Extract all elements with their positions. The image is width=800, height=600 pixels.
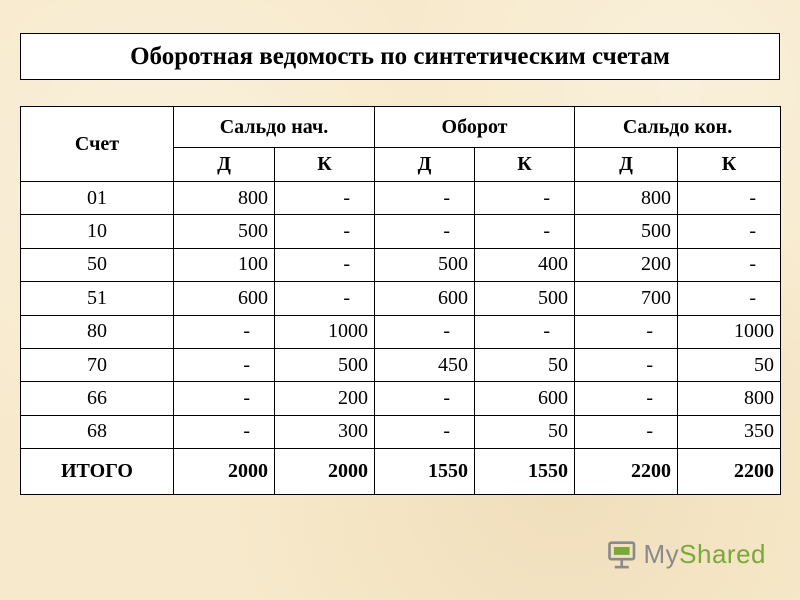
value-cell: 200 bbox=[575, 248, 678, 281]
value-cell: - bbox=[475, 315, 575, 348]
account-cell: 51 bbox=[21, 282, 174, 315]
account-cell: 10 bbox=[21, 215, 174, 248]
value-cell: 1000 bbox=[275, 315, 375, 348]
value-cell: - bbox=[475, 215, 575, 248]
value-cell: - bbox=[575, 415, 678, 448]
value-cell: - bbox=[174, 382, 275, 415]
value-cell: - bbox=[678, 282, 781, 315]
value-cell: - bbox=[275, 282, 375, 315]
total-label: ИТОГО bbox=[21, 449, 174, 495]
header-debit: Д bbox=[575, 148, 678, 182]
total-cell: 2200 bbox=[575, 449, 678, 495]
value-cell: - bbox=[575, 382, 678, 415]
header-credit: К bbox=[475, 148, 575, 182]
value-cell: 200 bbox=[275, 382, 375, 415]
value-cell: - bbox=[575, 315, 678, 348]
header-opening-balance: Сальдо нач. bbox=[174, 107, 375, 148]
table-row bbox=[21, 382, 781, 415]
presentation-board-icon bbox=[606, 536, 637, 572]
value-cell: 800 bbox=[678, 382, 781, 415]
value-cell: 300 bbox=[275, 415, 375, 448]
value-cell: - bbox=[475, 182, 575, 215]
value-cell: 600 bbox=[475, 382, 575, 415]
value-cell: 450 bbox=[375, 348, 475, 381]
value-cell: 50 bbox=[678, 348, 781, 381]
table-row bbox=[21, 215, 781, 248]
turnover-table bbox=[20, 106, 781, 495]
account-cell: 68 bbox=[21, 415, 174, 448]
header-account: Счет bbox=[21, 107, 174, 182]
table-row bbox=[21, 182, 781, 215]
total-cell: 1550 bbox=[375, 449, 475, 495]
value-cell: - bbox=[174, 348, 275, 381]
value-cell: 350 bbox=[678, 415, 781, 448]
watermark-logo bbox=[606, 534, 766, 574]
total-cell: 1550 bbox=[475, 449, 575, 495]
value-cell: - bbox=[678, 215, 781, 248]
value-cell: 500 bbox=[174, 215, 275, 248]
table-row bbox=[21, 248, 781, 281]
value-cell: 50 bbox=[475, 348, 575, 381]
value-cell: 100 bbox=[174, 248, 275, 281]
value-cell: 500 bbox=[375, 248, 475, 281]
value-cell: 600 bbox=[375, 282, 475, 315]
value-cell: - bbox=[375, 215, 475, 248]
value-cell: 800 bbox=[174, 182, 275, 215]
total-cell: 2200 bbox=[678, 449, 781, 495]
value-cell: - bbox=[678, 248, 781, 281]
value-cell: 400 bbox=[475, 248, 575, 281]
value-cell: 500 bbox=[575, 215, 678, 248]
value-cell: - bbox=[375, 382, 475, 415]
total-cell: 2000 bbox=[174, 449, 275, 495]
table-row bbox=[21, 282, 781, 315]
account-cell: 50 bbox=[21, 248, 174, 281]
account-cell: 01 bbox=[21, 182, 174, 215]
value-cell: 50 bbox=[475, 415, 575, 448]
account-cell: 66 bbox=[21, 382, 174, 415]
value-cell: - bbox=[275, 215, 375, 248]
header-debit: Д bbox=[375, 148, 475, 182]
total-cell: 2000 bbox=[275, 449, 375, 495]
value-cell: - bbox=[375, 315, 475, 348]
sheet-title: Оборотная ведомость по синтетическим счетам bbox=[20, 33, 780, 80]
account-cell: 80 bbox=[21, 315, 174, 348]
value-cell: 500 bbox=[275, 348, 375, 381]
header-debit: Д bbox=[174, 148, 275, 182]
value-cell: 500 bbox=[475, 282, 575, 315]
header-turnover: Оборот bbox=[375, 107, 575, 148]
header-credit: К bbox=[678, 148, 781, 182]
value-cell: - bbox=[575, 348, 678, 381]
table-row bbox=[21, 348, 781, 381]
watermark-text: MyShared bbox=[643, 538, 766, 569]
total-row bbox=[21, 449, 781, 495]
value-cell: - bbox=[375, 182, 475, 215]
value-cell: - bbox=[678, 182, 781, 215]
value-cell: 1000 bbox=[678, 315, 781, 348]
account-cell: 70 bbox=[21, 348, 174, 381]
value-cell: - bbox=[174, 415, 275, 448]
table-row bbox=[21, 315, 781, 348]
header-closing-balance: Сальдо кон. bbox=[575, 107, 781, 148]
table-row bbox=[21, 415, 781, 448]
value-cell: - bbox=[275, 182, 375, 215]
value-cell: - bbox=[375, 415, 475, 448]
value-cell: - bbox=[174, 315, 275, 348]
value-cell: 600 bbox=[174, 282, 275, 315]
value-cell: - bbox=[275, 248, 375, 281]
value-cell: 800 bbox=[575, 182, 678, 215]
header-credit: К bbox=[275, 148, 375, 182]
value-cell: 700 bbox=[575, 282, 678, 315]
